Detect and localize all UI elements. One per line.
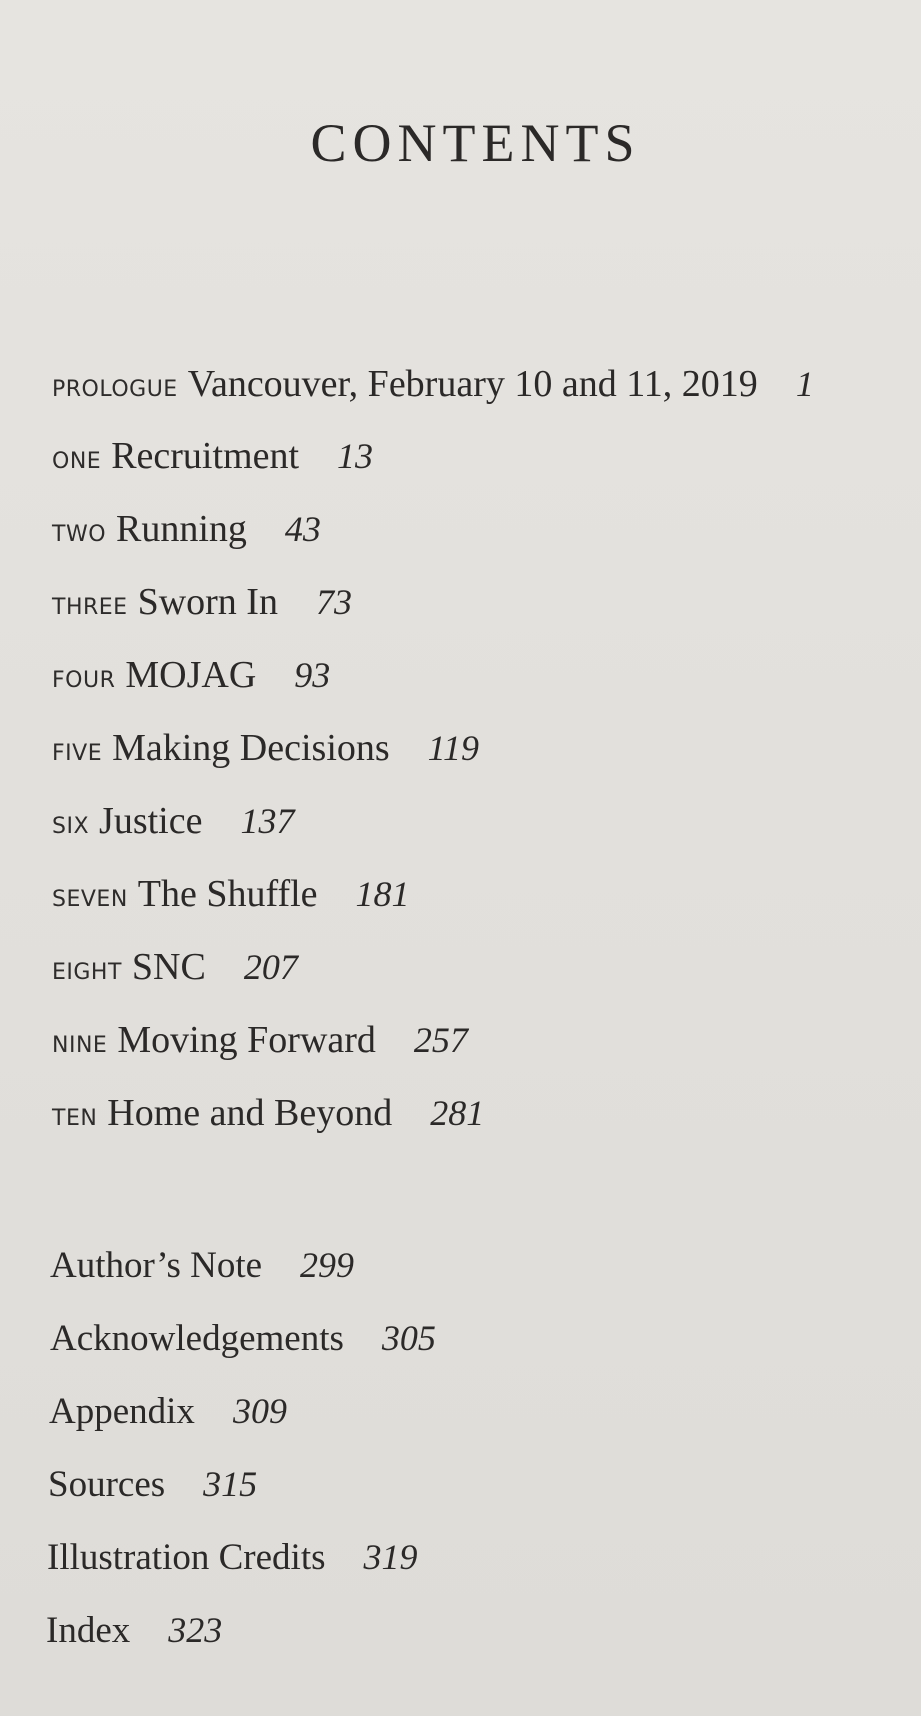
chapter-title: SNC xyxy=(131,946,206,988)
toc-entry-six[interactable] xyxy=(52,799,294,843)
section-title: Illustration Credits xyxy=(47,1537,326,1578)
section-title: Acknowledgements xyxy=(50,1318,344,1359)
toc-entry-three[interactable] xyxy=(52,580,352,624)
toc-entry-four[interactable] xyxy=(52,653,330,697)
toc-entry-seven[interactable] xyxy=(52,872,410,916)
page-number: 13 xyxy=(337,436,374,476)
toc-entry-sources[interactable] xyxy=(48,1463,257,1506)
chapter-label: FOUR xyxy=(52,668,116,693)
toc-entry-illustration-credits[interactable] xyxy=(47,1536,418,1579)
toc-entry-five[interactable] xyxy=(52,726,479,770)
page-number: 281 xyxy=(430,1093,485,1133)
page-number: 181 xyxy=(355,874,410,914)
chapter-label: FIVE xyxy=(52,741,103,766)
chapter-title: Sworn In xyxy=(137,581,278,623)
toc-entry-acknowledgements[interactable] xyxy=(50,1317,436,1360)
page-number: 323 xyxy=(168,1610,223,1650)
section-title: Appendix xyxy=(49,1391,195,1432)
chapter-title: Making Decisions xyxy=(112,727,390,769)
toc-entry-eight[interactable] xyxy=(52,945,298,989)
page-number: 207 xyxy=(243,947,298,987)
toc-entry-appendix[interactable] xyxy=(49,1390,287,1433)
chapter-label: TWO xyxy=(52,522,107,547)
chapter-label: NINE xyxy=(52,1033,108,1058)
toc-entry-one[interactable] xyxy=(52,434,373,478)
chapter-label: THREE xyxy=(52,595,128,620)
toc-entry-two[interactable] xyxy=(52,507,321,551)
page-number: 309 xyxy=(232,1391,287,1431)
chapter-title: Recruitment xyxy=(111,435,300,477)
chapter-title: Running xyxy=(116,508,247,550)
chapter-title: Justice xyxy=(99,800,203,842)
chapter-label: EIGHT xyxy=(52,960,122,985)
chapter-title: Home and Beyond xyxy=(107,1092,393,1134)
page-number: 119 xyxy=(427,728,479,768)
page-number: 73 xyxy=(315,582,352,622)
toc-entry-nine[interactable] xyxy=(52,1018,468,1062)
page-number: 137 xyxy=(240,801,295,841)
toc-entry-index[interactable] xyxy=(46,1609,222,1652)
page-title: CONTENTS xyxy=(310,113,641,173)
page-number: 319 xyxy=(363,1537,418,1577)
section-title: Author’s Note xyxy=(50,1245,263,1286)
chapter-label: TEN xyxy=(52,1106,98,1131)
chapter-title: The Shuffle xyxy=(137,873,318,915)
chapter-label: SEVEN xyxy=(52,887,128,912)
toc-entry-authors-note[interactable] xyxy=(50,1244,354,1287)
chapter-title: Vancouver, February 10 and 11, 2019 xyxy=(187,363,758,405)
page-number: 299 xyxy=(300,1245,355,1285)
toc-entry-ten[interactable] xyxy=(52,1091,484,1135)
toc-entry-prologue[interactable] xyxy=(52,362,814,406)
page-number: 43 xyxy=(284,509,321,549)
chapter-title: Moving Forward xyxy=(117,1019,376,1061)
page-number: 257 xyxy=(413,1020,468,1060)
chapter-title: MOJAG xyxy=(125,654,257,696)
chapter-label: PROLOGUE xyxy=(52,377,178,402)
page-number: 305 xyxy=(381,1318,436,1358)
page-number: 93 xyxy=(294,655,331,695)
page-number: 1 xyxy=(795,364,814,404)
page-number: 315 xyxy=(203,1464,258,1504)
chapter-label: ONE xyxy=(52,449,102,474)
section-title: Sources xyxy=(48,1464,166,1505)
section-title: Index xyxy=(46,1610,131,1651)
chapter-label: SIX xyxy=(52,814,90,839)
